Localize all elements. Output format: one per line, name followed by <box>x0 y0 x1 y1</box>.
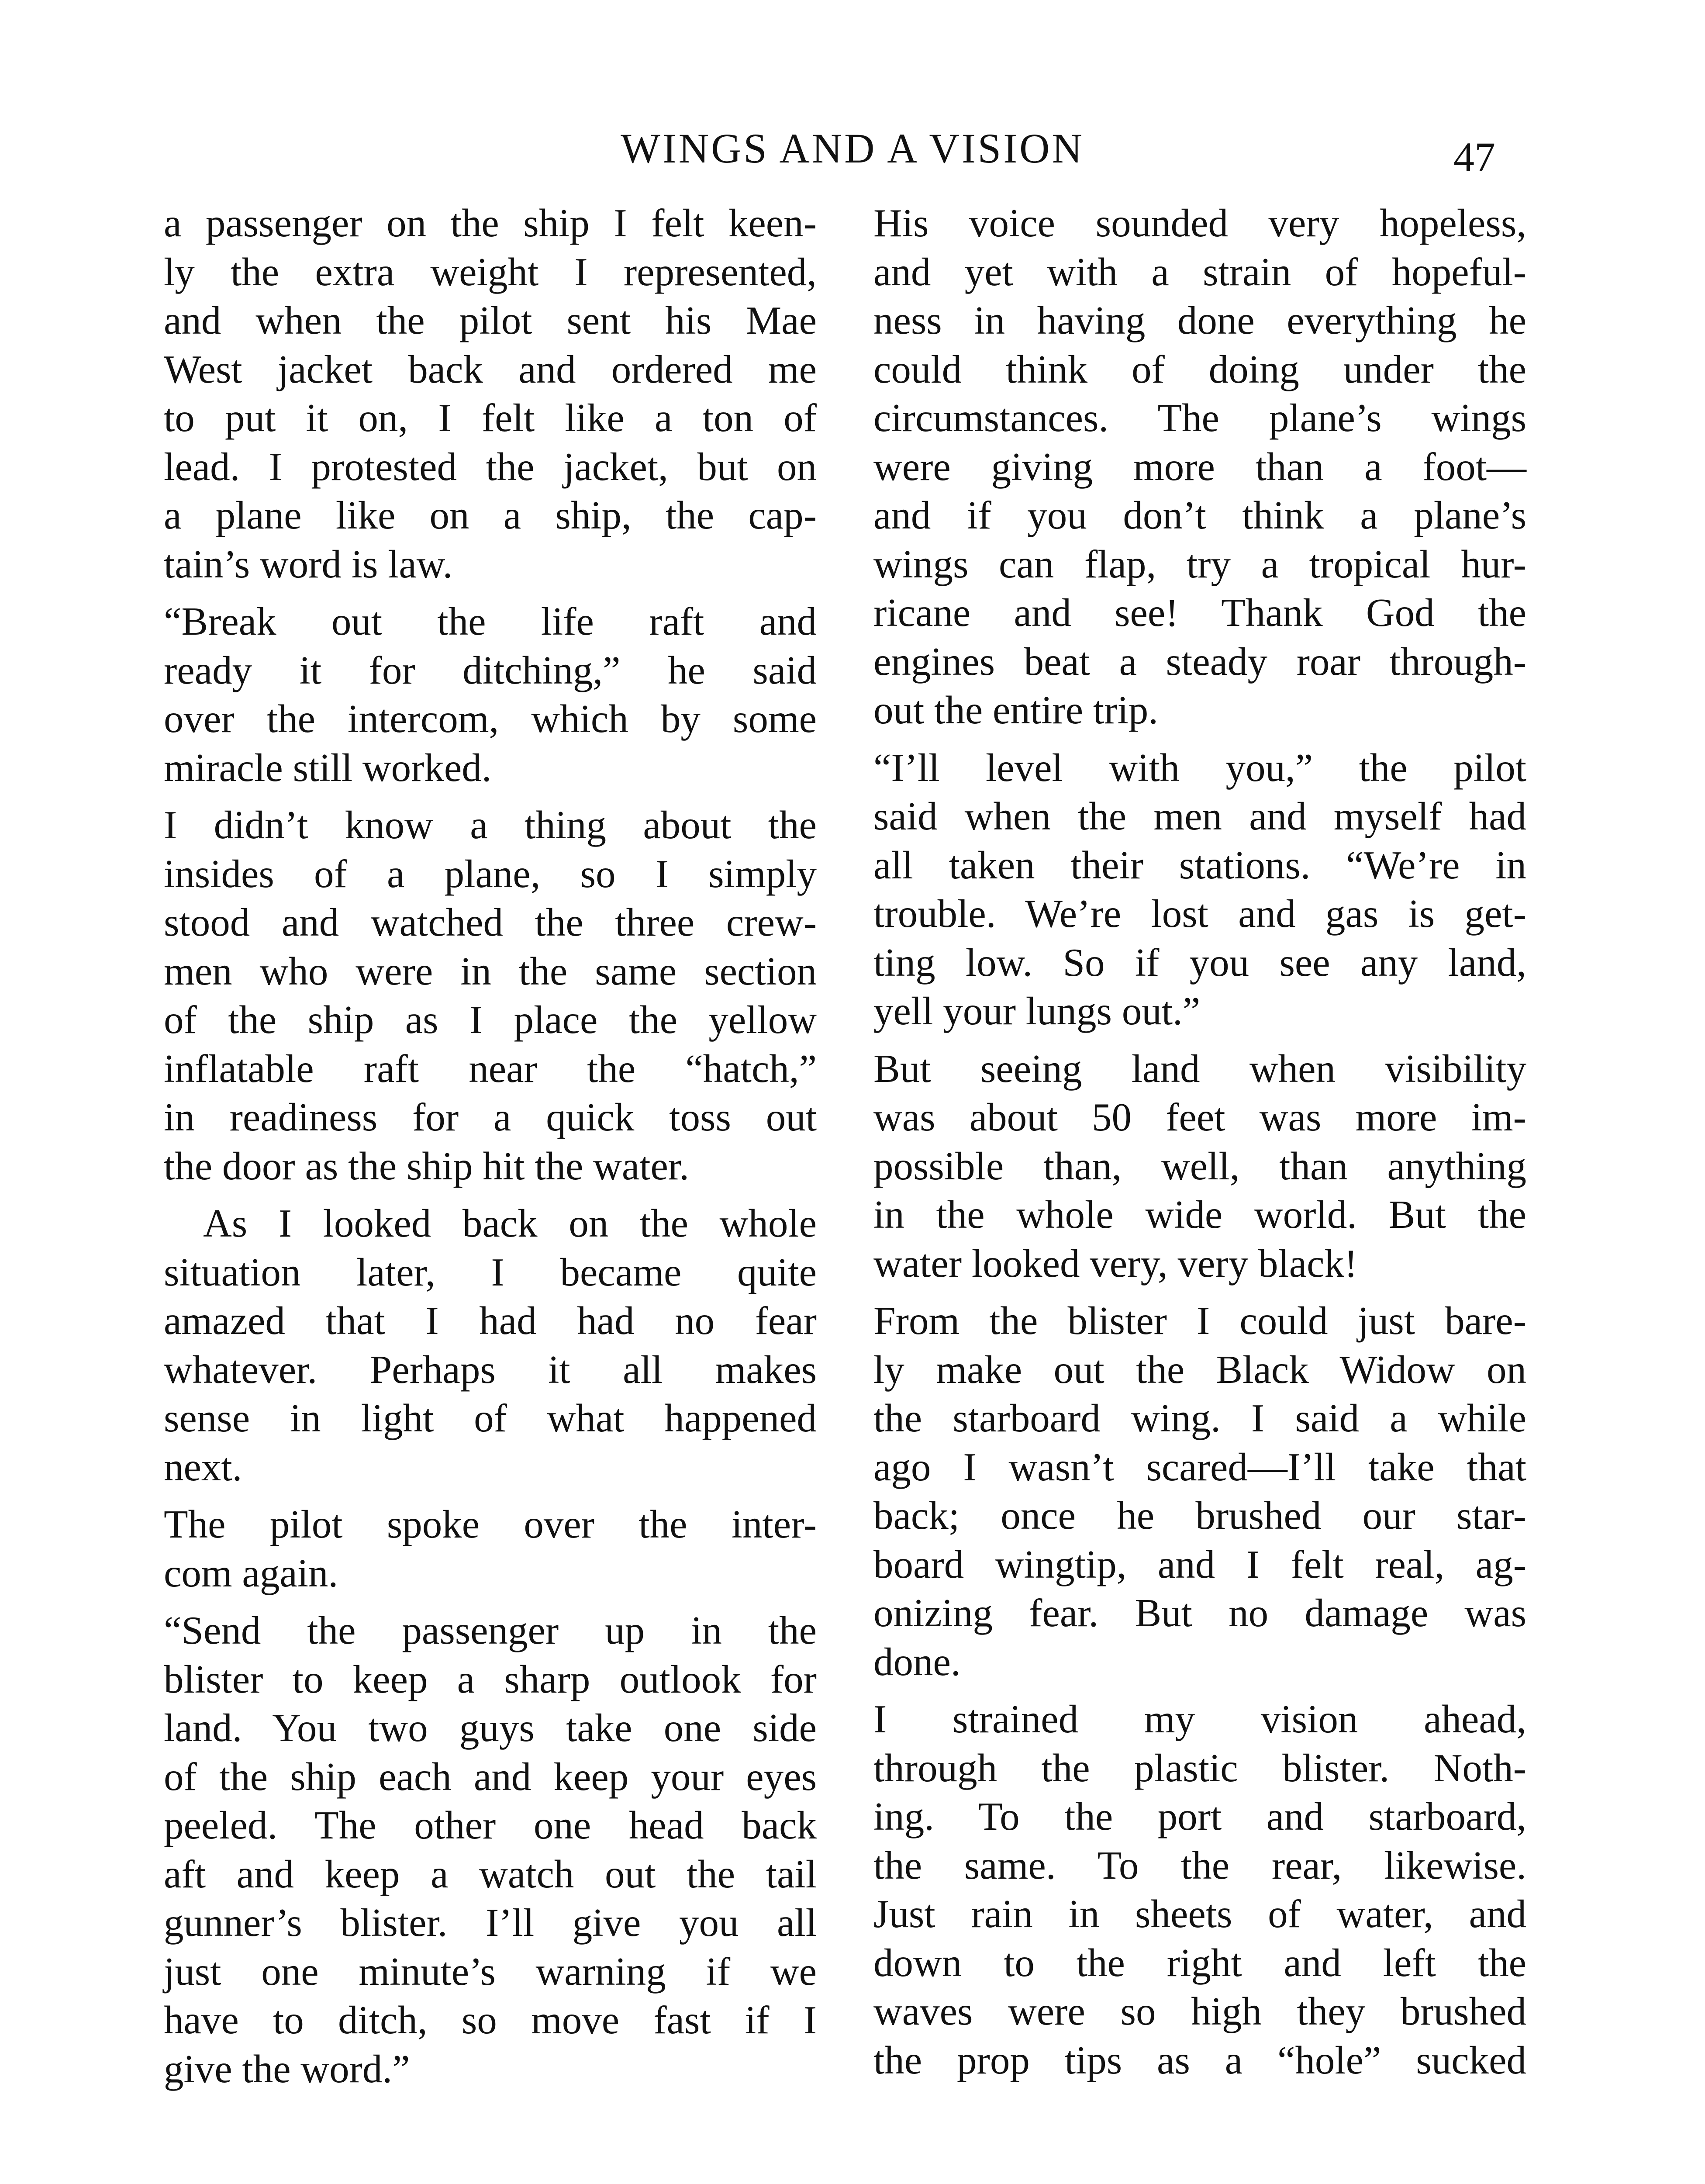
text-line: and if you don’t think a plane’s <box>873 493 1526 537</box>
text-line: give the word.” <box>164 2046 410 2091</box>
text-line: the starboard wing. I said a while <box>873 1396 1526 1440</box>
text-line: “I’ll level with you,” the pilot <box>873 745 1526 790</box>
text-line: water looked very, very black! <box>873 1241 1358 1286</box>
text-line: board wingtip, and I felt real, ag- <box>873 1542 1526 1586</box>
text-line: have to ditch, so move fast if I <box>164 1998 817 2042</box>
text-line: yell your lungs out.” <box>873 989 1201 1033</box>
paragraph-gap <box>873 1036 1526 1044</box>
paragraph-gap <box>164 1190 817 1199</box>
text-line: ago I wasn’t scared—I’ll take that <box>873 1444 1526 1489</box>
text-line: insides of a plane, so I simply <box>164 851 817 896</box>
text-line: ready it for ditching,” he said <box>164 648 817 692</box>
text-line: His voice sounded very hopeless, <box>873 201 1526 245</box>
text-line: blister to keep a sharp outlook for <box>164 1657 817 1701</box>
text-line: of the ship as I place the yellow <box>164 998 817 1042</box>
text-line: in readiness for a quick toss out <box>164 1095 817 1139</box>
text-line: ly the extra weight I represented, <box>164 249 817 294</box>
left-text-column <box>164 199 817 2093</box>
text-line: stood and watched the three crew- <box>164 900 817 944</box>
text-line: onizing fear. But no damage was <box>873 1591 1526 1635</box>
text-line: ing. To the port and starboard, <box>873 1794 1526 1838</box>
text-line: land. You two guys take one side <box>164 1706 817 1750</box>
text-line: wings can flap, try a tropical hur- <box>873 542 1526 586</box>
text-line: miracle still worked. <box>164 745 492 790</box>
text-line: peeled. The other one head back <box>164 1803 817 1847</box>
paragraph <box>873 1695 1526 2084</box>
page-number: 47 <box>1453 134 1495 180</box>
text-line: the same. To the rear, likewise. <box>873 1843 1526 1887</box>
text-line: I strained my vision ahead, <box>873 1697 1526 1741</box>
text-line: waves were so high they brushed <box>873 1989 1526 2033</box>
text-line: back; once he brushed our star- <box>873 1493 1526 1538</box>
text-line: “Break out the life raft and <box>164 599 817 643</box>
text-line: the prop tips as a “hole” sucked <box>873 2038 1526 2082</box>
text-line: could think of doing under the <box>873 347 1526 391</box>
text-line: over the intercom, which by some <box>164 697 817 741</box>
paragraph <box>873 1044 1526 1288</box>
paragraph-gap <box>873 1686 1526 1695</box>
text-line: done. <box>873 1639 961 1684</box>
text-line: just one minute’s warning if we <box>164 1949 817 1994</box>
text-line: out the entire trip. <box>873 688 1158 732</box>
text-line: was about 50 feet was more im- <box>873 1095 1526 1139</box>
text-line: “Send the passenger up in the <box>164 1608 817 1652</box>
text-line: whatever. Perhaps it all makes <box>164 1347 817 1392</box>
text-line: lead. I protested the jacket, but on <box>164 444 817 489</box>
text-line: amazed that I had had no fear <box>164 1299 817 1343</box>
text-line: The pilot spoke over the inter- <box>164 1502 817 1546</box>
text-line: sense in light of what happened <box>164 1396 817 1440</box>
text-line: and yet with a strain of hopeful- <box>873 249 1526 294</box>
text-line: said when the men and myself had <box>873 794 1526 838</box>
text-line: men who were in the same section <box>164 949 817 993</box>
text-line: in the whole wide world. But the <box>873 1192 1526 1237</box>
text-line: aft and keep a watch out the tail <box>164 1852 817 1896</box>
text-line: a passenger on the ship I felt keen- <box>164 201 817 245</box>
text-line: From the blister I could just bare- <box>873 1299 1526 1343</box>
text-line: inflatable raft near the “hatch,” <box>164 1046 817 1091</box>
text-line: circumstances. The plane’s wings <box>873 396 1526 440</box>
paragraph <box>164 801 817 1190</box>
text-line: of the ship each and keep your eyes <box>164 1754 817 1799</box>
paragraph <box>873 1296 1526 1686</box>
text-line: possible than, well, than anything <box>873 1144 1526 1188</box>
paragraph <box>873 743 1526 1036</box>
text-line: were giving more than a foot— <box>873 444 1526 489</box>
paragraph-gap <box>164 1491 817 1500</box>
text-line: ness in having done everything he <box>873 298 1526 342</box>
text-line: West jacket back and ordered me <box>164 347 817 391</box>
text-line: all taken their stations. “We’re in <box>873 843 1526 887</box>
text-line: a plane like on a ship, the cap- <box>164 493 817 537</box>
paragraph <box>873 199 1526 735</box>
paragraph <box>164 1500 817 1597</box>
text-line: next. <box>164 1444 242 1489</box>
paragraph-gap <box>164 1597 817 1606</box>
text-line: the door as the ship hit the water. <box>164 1144 689 1188</box>
text-line: situation later, I became quite <box>164 1250 817 1294</box>
paragraph-gap <box>873 1288 1526 1296</box>
paragraph <box>164 597 817 792</box>
paragraph <box>164 199 817 588</box>
text-line: ricane and see! Thank God the <box>873 591 1526 635</box>
text-line: down to the right and left the <box>873 1940 1526 1985</box>
text-line: gunner’s blister. I’ll give you all <box>164 1901 817 1945</box>
text-line: Just rain in sheets of water, and <box>873 1892 1526 1936</box>
text-line: com again. <box>164 1551 338 1595</box>
text-line: ting low. So if you see any land, <box>873 940 1526 985</box>
text-line: and when the pilot sent his Mae <box>164 298 817 342</box>
paragraph <box>164 1606 817 2093</box>
paragraph-gap <box>164 588 817 597</box>
text-line: ly make out the Black Widow on <box>873 1347 1526 1392</box>
running-head: WINGS AND A VISION <box>621 125 1084 172</box>
paragraph-gap <box>873 735 1526 743</box>
paragraph <box>164 1199 817 1491</box>
paragraph-gap <box>164 792 817 801</box>
right-text-column <box>873 199 1526 2084</box>
text-line: through the plastic blister. Noth- <box>873 1745 1526 1790</box>
text-line: But seeing land when visibility <box>873 1046 1526 1091</box>
text-line: trouble. We’re lost and gas is get- <box>873 892 1526 936</box>
text-line: As I looked back on the whole <box>203 1201 817 1245</box>
text-line: I didn’t know a thing about the <box>164 803 817 847</box>
text-line: tain’s word is law. <box>164 542 453 586</box>
text-line: to put it on, I felt like a ton of <box>164 396 817 440</box>
text-line: engines beat a steady roar through- <box>873 639 1526 684</box>
